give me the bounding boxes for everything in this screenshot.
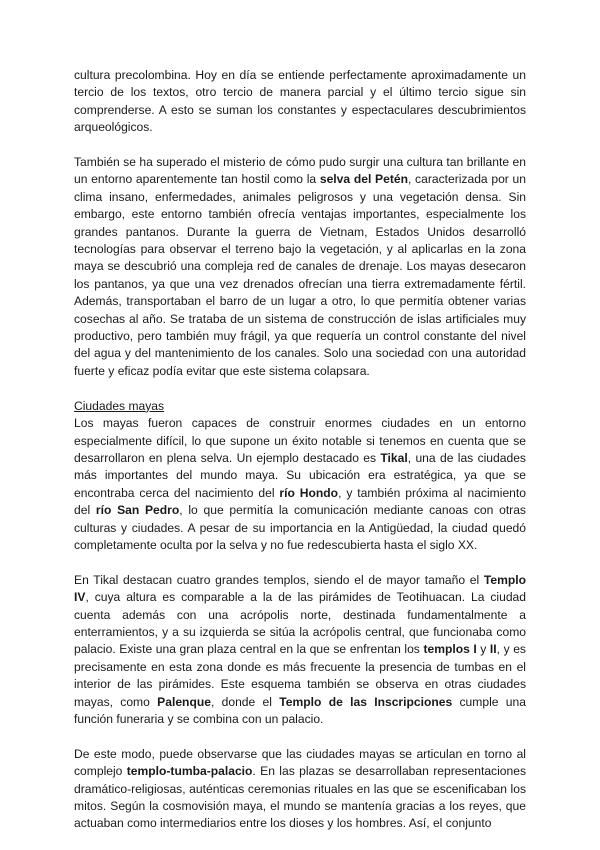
paragraph-templos bbox=[74, 572, 526, 729]
section-heading: Ciudades mayas bbox=[74, 398, 165, 413]
paragraph-text: , donde el bbox=[210, 694, 280, 709]
paragraph-text: , cuya altura es comparable a la de las pirámides de Teotihuacan. La ciudad cuenta además con una acrópolis norte, destinada fundamentalmente a enterramientos, y a su izquierda se sitúa la acrópolis central, que funcionaba como palacio. Existe una gran plaza central en la que se enfrentan los bbox=[74, 590, 526, 657]
bold-term: Templo de las Inscripciones bbox=[279, 694, 453, 709]
paragraph-peten bbox=[74, 154, 526, 380]
paragraph-text: , y también próxima al nacimiento del bbox=[74, 485, 526, 518]
paragraph-intro-continuation bbox=[74, 67, 526, 137]
paragraph-tikal bbox=[74, 415, 526, 554]
bold-term: Tikal bbox=[380, 450, 408, 465]
document-page bbox=[74, 67, 526, 850]
paragraph-text: También se ha superado el misterio de cómo pudo surgir una cultura tan brillante en un entorno aparentemente tan hostil como la bbox=[74, 155, 526, 187]
paragraph-text: , lo que permitía la comunicación mediante canoas con otras culturas y ciudades. A pesar de su importancia en la Antigüedad, la ciudad quedó completamente oculta por la selva y no fue redescubierta hasta el siglo XX. bbox=[74, 503, 526, 552]
paragraph-text: . En las plazas se desarrollaban representaciones dramático-religiosas, auténticas ceremonias rituales en las que se escenificaban los mitos. Según la cosmovisión maya, el mundo se mantenía gracias a los reyes, que actuaban como intermediarios entre los dioses y los hombres. Así, el conjunto bbox=[74, 764, 526, 831]
paragraph-text: Los mayas fueron capaces de construir enormes ciudades en un entorno especialmente difícil, lo que supone un éxito notable si tenemos en cuenta que se desarrollaron en plena selva. Un ejemplo destacado es bbox=[74, 416, 526, 465]
bold-term: río San Pedro bbox=[95, 503, 180, 518]
paragraph-text: cultura precolombina. Hoy en día se entiende perfectamente aproximadamente un tercio de los textos, otro tercio de manera parcial y el último tercio sigue sin comprenderse. A esto se suman los constantes y espectaculares descubrimientos arqueológicos. bbox=[74, 68, 526, 135]
paragraph-text: , y es precisamente en esta zona donde es más frecuente la presencia de tumbas en el interior de las pirámides. Este esquema también se observa en otras ciudades mayas, como bbox=[74, 642, 526, 709]
paragraph-text: y bbox=[476, 642, 490, 657]
bold-term: selva del Petén bbox=[319, 172, 408, 187]
bold-term: Templo IV bbox=[74, 572, 526, 605]
bold-term: templo-tumba-palacio bbox=[126, 764, 253, 779]
paragraph-text: En Tikal destacan cuatro grandes templos, siendo el de mayor tamaño el bbox=[74, 572, 484, 587]
bold-term: Palenque bbox=[157, 694, 211, 709]
paragraph-text: De este modo, puede observarse que las ciudades mayas se articulan en torno al complejo bbox=[74, 746, 526, 779]
paragraph-text: , caracterizada por un clima insano, enfermedades, animales peligrosos y una vegetación densa. Sin embargo, este entorno también ofrecía ventajas importantes, especialmente los grandes pantanos. Durante la guerra de Vietnam, Estados Unidos desarrolló tecnologías para observar el terreno bajo la vegetación, y al aplicarlas en la zona maya se descubrió una compleja red de canales de drenaje. Los mayas desecaron los pantanos, ya que una vez drenados ofrecían una tierra extremadamente fértil. Además, transportaban el barro de un lugar a otro, lo que permitía obtener varias cosechas al año. Se trataba de un sistema de construcción de islas artificiales muy productivo, pero también muy frágil, ya que requería un control constante del nivel del agua y del mantenimiento de los canales. Solo una sociedad con una autoridad fuerte y eficaz podía evitar que este sistema colapsara. bbox=[74, 172, 527, 378]
bold-term: templos I bbox=[423, 642, 477, 657]
paragraph-text: cumple una función funeraria y se combina con un palacio. bbox=[74, 694, 526, 726]
bold-term: II bbox=[489, 642, 497, 657]
paragraph-text: , una de las ciudades más importantes del mundo maya. Su ubicación era estratégica, ya que se encontraba cerca del nacimiento del bbox=[74, 450, 526, 500]
bold-term: río Hondo bbox=[279, 485, 339, 500]
paragraph-complejo bbox=[74, 746, 526, 833]
